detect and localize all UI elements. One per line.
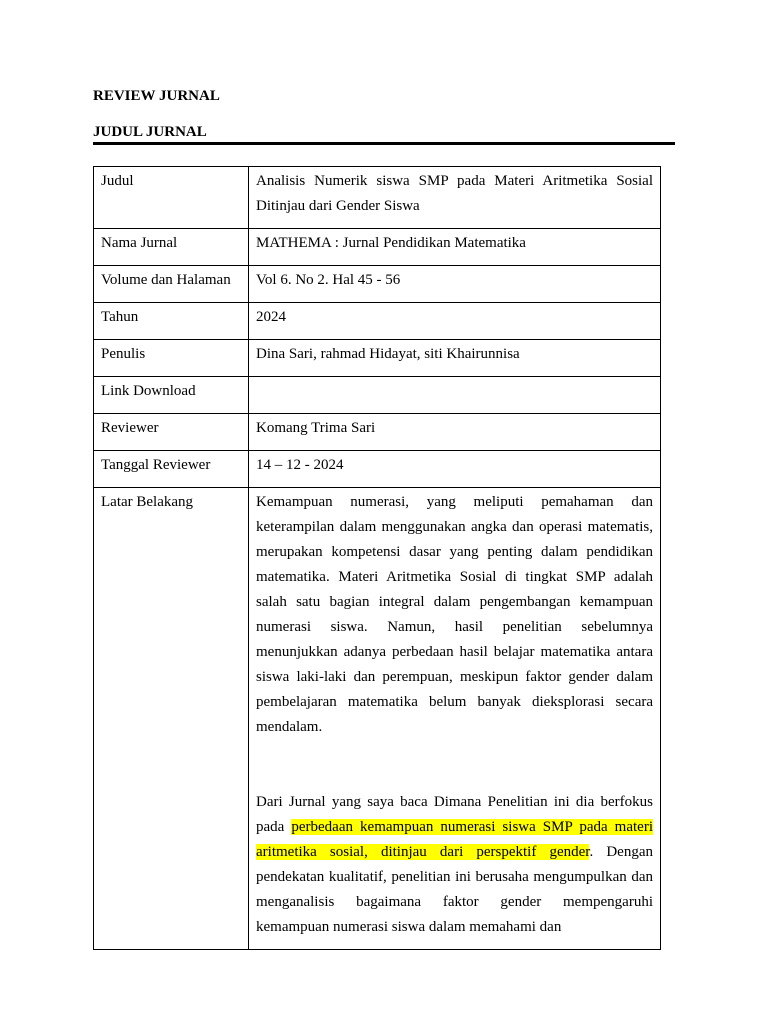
latar-belakang-text <box>249 488 661 950</box>
row-value: Komang Trima Sari <box>249 414 661 451</box>
row-label: Tanggal Reviewer <box>94 451 249 488</box>
table-row <box>94 229 661 266</box>
table-row <box>94 266 661 303</box>
table-row <box>94 340 661 377</box>
row-label: Judul <box>94 167 249 229</box>
row-label: Tahun <box>94 303 249 340</box>
journal-title-heading: JUDUL JURNAL <box>93 124 207 140</box>
row-value: Vol 6. No 2. Hal 45 - 56 <box>249 266 661 303</box>
row-value: 2024 <box>249 303 661 340</box>
review-table <box>93 166 661 950</box>
table-row <box>94 303 661 340</box>
row-label: Nama Jurnal <box>94 229 249 266</box>
table-row-latar-belakang <box>94 488 661 950</box>
table-row <box>94 167 661 229</box>
row-value: MATHEMA : Jurnal Pendidikan Matematika <box>249 229 661 266</box>
row-value: Analisis Numerik siswa SMP pada Materi Aritmetika Sosial Ditinjau dari Gender Siswa <box>249 167 661 229</box>
table-row <box>94 377 661 414</box>
review-heading: REVIEW JURNAL <box>93 88 220 104</box>
row-value: 14 – 12 - 2024 <box>249 451 661 488</box>
row-label: Link Download <box>94 377 249 414</box>
paragraph-1: Kemampuan numerasi, yang meliputi pemahaman dan keterampilan dalam menggunakan angka dan operasi matematis, merupakan kompetensi dasar yang penting dalam pendidikan matematika. Materi Aritmetika Sosial di tingkat SMP adalah salah satu bagian integral dalam pengembangan kemampuan numerasi siswa. Namun, hasil penelitian sebelumnya menunjukkan adanya perbedaan hasil belajar matematika antara siswa laki-laki dan perempuan, meskipun faktor gender dalam pembelajaran matematika belum banyak dieksplorasi secara mendalam. <box>256 494 653 735</box>
paragraph-2-end: . Dengan pendekatan kualitatif, penelitian ini berusaha mengumpulkan dan menganalisis bagaimana faktor gender mempengaruhi kemampuan numerasi siswa dalam memahami dan <box>256 844 653 935</box>
table-row <box>94 451 661 488</box>
row-value: Dina Sari, rahmad Hidayat, siti Khairunnisa <box>249 340 661 377</box>
row-value <box>249 377 661 414</box>
highlighted-text: perbedaan kemampuan numerasi siswa SMP pada materi aritmetika sosial, ditinjau dari perspektif gender <box>256 819 653 860</box>
row-label: Volume dan Halaman <box>94 266 249 303</box>
row-label: Penulis <box>94 340 249 377</box>
table-row <box>94 414 661 451</box>
paragraph-2 <box>256 790 653 940</box>
paragraph-2-start: Dari Jurnal yang saya baca Dimana Penelitian ini dia berfokus pada <box>256 794 653 835</box>
heading-rule <box>93 142 675 145</box>
row-label: Latar Belakang <box>94 488 249 950</box>
row-label: Reviewer <box>94 414 249 451</box>
